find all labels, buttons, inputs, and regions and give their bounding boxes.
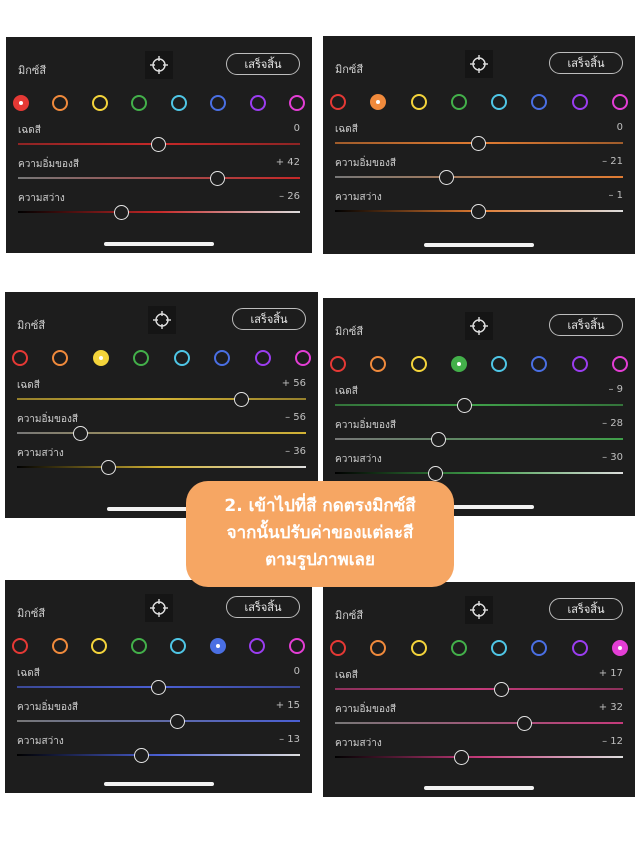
done-button[interactable]: เสร็จสิ้น	[549, 598, 623, 620]
luminance-label: ความสว่าง	[335, 454, 382, 465]
saturation-label: ความอิ่มของสี	[335, 420, 396, 431]
swatch-magenta[interactable]	[289, 638, 305, 654]
swatch-blue[interactable]	[531, 640, 547, 656]
color-swatch-row	[5, 350, 318, 366]
hue-track[interactable]	[335, 688, 623, 690]
swatch-blue[interactable]	[531, 356, 547, 372]
hue-slider-thumb[interactable]	[151, 680, 166, 695]
saturation-label: ความอิ่มของสี	[17, 414, 78, 425]
saturation-slider-thumb[interactable]	[210, 171, 225, 186]
color-mix-panel-blue	[5, 580, 312, 793]
hue-slider-thumb[interactable]	[457, 398, 472, 413]
luminance-track[interactable]	[18, 211, 300, 213]
luminance-value: – 12	[602, 736, 623, 747]
saturation-value: – 56	[285, 412, 306, 423]
swatch-red[interactable]	[330, 640, 346, 656]
saturation-label: ความอิ่มของสี	[335, 704, 396, 715]
hue-track[interactable]	[335, 404, 623, 406]
luminance-slider-thumb[interactable]	[101, 460, 116, 475]
luminance-slider-row	[335, 736, 623, 774]
hue-slider-row	[17, 378, 306, 416]
luminance-track[interactable]	[17, 754, 300, 756]
luminance-slider-thumb[interactable]	[454, 750, 469, 765]
swatch-purple[interactable]	[255, 350, 271, 366]
swatch-orange[interactable]	[370, 94, 386, 110]
luminance-slider-row	[17, 446, 306, 484]
swatch-yellow[interactable]	[411, 356, 427, 372]
swatch-orange[interactable]	[52, 638, 68, 654]
home-indicator	[104, 242, 214, 246]
luminance-slider-row	[18, 191, 300, 229]
target-adjust-icon[interactable]	[465, 596, 493, 624]
swatch-magenta[interactable]	[612, 94, 628, 110]
done-button[interactable]: เสร็จสิ้น	[549, 52, 623, 74]
swatch-purple[interactable]	[249, 638, 265, 654]
swatch-blue[interactable]	[214, 350, 230, 366]
saturation-track[interactable]	[335, 176, 623, 178]
hue-slider-row	[335, 122, 623, 160]
hue-value: – 9	[608, 384, 623, 395]
hue-slider-thumb[interactable]	[494, 682, 509, 697]
hue-slider-row	[18, 123, 300, 161]
saturation-track[interactable]	[17, 432, 306, 434]
hue-track[interactable]	[17, 398, 306, 400]
luminance-slider-thumb[interactable]	[114, 205, 129, 220]
hue-value: + 56	[281, 378, 306, 389]
hue-slider-thumb[interactable]	[471, 136, 486, 151]
luminance-value: – 1	[608, 190, 623, 201]
hue-label: เฉดสี	[335, 670, 358, 681]
luminance-track[interactable]	[17, 466, 306, 468]
swatch-red[interactable]	[13, 95, 29, 111]
luminance-label: ความสว่าง	[17, 448, 64, 459]
swatch-aqua[interactable]	[171, 95, 187, 111]
color-swatch-row	[323, 356, 635, 372]
saturation-slider-thumb[interactable]	[439, 170, 454, 185]
target-adjust-icon[interactable]	[465, 312, 493, 340]
color-swatch-row	[323, 640, 635, 656]
swatch-magenta[interactable]	[295, 350, 311, 366]
swatch-magenta[interactable]	[612, 640, 628, 656]
instruction-callout	[186, 481, 454, 587]
saturation-slider-thumb[interactable]	[517, 716, 532, 731]
home-indicator	[104, 782, 214, 786]
swatch-blue[interactable]	[210, 95, 226, 111]
swatch-red[interactable]	[330, 356, 346, 372]
saturation-value: + 15	[275, 700, 300, 711]
saturation-value: – 28	[602, 418, 623, 429]
color-mix-panel-red	[6, 37, 312, 253]
swatch-purple[interactable]	[572, 94, 588, 110]
saturation-slider-row	[18, 157, 300, 195]
swatch-yellow[interactable]	[91, 638, 107, 654]
swatch-green[interactable]	[131, 95, 147, 111]
swatch-blue[interactable]	[531, 94, 547, 110]
saturation-value: + 42	[275, 157, 300, 168]
swatch-purple[interactable]	[572, 640, 588, 656]
swatch-yellow[interactable]	[411, 640, 427, 656]
hue-slider-row	[335, 384, 623, 422]
luminance-slider-row	[335, 190, 623, 228]
color-swatch-row	[6, 95, 312, 111]
saturation-slider-thumb[interactable]	[431, 432, 446, 447]
target-adjust-icon[interactable]	[465, 50, 493, 78]
hue-value: 0	[616, 122, 623, 133]
saturation-track[interactable]	[335, 438, 623, 440]
swatch-aqua[interactable]	[491, 640, 507, 656]
saturation-slider-thumb[interactable]	[73, 426, 88, 441]
luminance-slider-row	[17, 734, 300, 772]
saturation-slider-row	[335, 418, 623, 456]
saturation-label: ความอิ่มของสี	[335, 158, 396, 169]
hue-label: เฉดสี	[17, 380, 40, 391]
target-adjust-icon[interactable]	[148, 306, 176, 334]
swatch-red[interactable]	[12, 638, 28, 654]
luminance-label: ความสว่าง	[335, 192, 382, 203]
swatch-green[interactable]	[451, 640, 467, 656]
done-button[interactable]: เสร็จสิ้น	[226, 53, 300, 75]
panel-title: มิกซ์สี	[335, 63, 364, 76]
swatch-aqua[interactable]	[491, 356, 507, 372]
saturation-track[interactable]	[17, 720, 300, 722]
saturation-slider-row	[335, 702, 623, 740]
luminance-track[interactable]	[335, 756, 623, 758]
saturation-slider-thumb[interactable]	[170, 714, 185, 729]
saturation-label: ความอิ่มของสี	[17, 702, 78, 713]
hue-label: เฉดสี	[18, 125, 41, 136]
hue-slider-row	[17, 666, 300, 704]
swatch-blue[interactable]	[210, 638, 226, 654]
swatch-red[interactable]	[12, 350, 28, 366]
luminance-slider-thumb[interactable]	[428, 466, 443, 481]
luminance-value: – 26	[279, 191, 300, 202]
swatch-green[interactable]	[451, 356, 467, 372]
saturation-slider-row	[17, 412, 306, 450]
swatch-orange[interactable]	[370, 356, 386, 372]
luminance-slider-thumb[interactable]	[134, 748, 149, 763]
luminance-slider-thumb[interactable]	[471, 204, 486, 219]
swatch-yellow[interactable]	[92, 95, 108, 111]
hue-value: 0	[293, 123, 300, 134]
swatch-aqua[interactable]	[170, 638, 186, 654]
saturation-track[interactable]	[335, 722, 623, 724]
swatch-yellow[interactable]	[93, 350, 109, 366]
hue-label: เฉดสี	[335, 124, 358, 135]
target-adjust-icon[interactable]	[145, 51, 173, 79]
panel-title: มิกซ์สี	[335, 609, 364, 622]
luminance-label: ความสว่าง	[17, 736, 64, 747]
swatch-orange[interactable]	[52, 95, 68, 111]
luminance-track[interactable]	[335, 472, 623, 474]
swatch-magenta[interactable]	[289, 95, 305, 111]
swatch-green[interactable]	[131, 638, 147, 654]
callout-line-1: 2. เข้าไปที่สี กดตรงมิกซ์สี	[224, 496, 416, 516]
swatch-orange[interactable]	[52, 350, 68, 366]
luminance-label: ความสว่าง	[18, 193, 65, 204]
swatch-red[interactable]	[330, 94, 346, 110]
swatch-green[interactable]	[133, 350, 149, 366]
color-swatch-row	[5, 638, 312, 654]
done-button[interactable]: เสร็จสิ้น	[232, 308, 306, 330]
swatch-purple[interactable]	[572, 356, 588, 372]
color-mix-panel-magenta	[323, 582, 635, 797]
swatch-yellow[interactable]	[411, 94, 427, 110]
color-mix-panel-orange	[323, 36, 635, 254]
home-indicator	[424, 786, 534, 790]
saturation-slider-row	[17, 700, 300, 738]
panel-title: มิกซ์สี	[335, 325, 364, 338]
swatch-green[interactable]	[451, 94, 467, 110]
luminance-label: ความสว่าง	[335, 738, 382, 749]
panel-title: มิกซ์สี	[18, 64, 47, 77]
swatch-purple[interactable]	[250, 95, 266, 111]
done-button[interactable]: เสร็จสิ้น	[549, 314, 623, 336]
saturation-label: ความอิ่มของสี	[18, 159, 79, 170]
saturation-value: – 21	[602, 156, 623, 167]
luminance-value: – 30	[602, 452, 623, 463]
hue-label: เฉดสี	[17, 668, 40, 679]
hue-slider-row	[335, 668, 623, 706]
saturation-slider-row	[335, 156, 623, 194]
color-swatch-row	[323, 94, 635, 110]
swatch-orange[interactable]	[370, 640, 386, 656]
luminance-value: – 36	[285, 446, 306, 457]
saturation-track[interactable]	[18, 177, 300, 179]
callout-line-2: จากนั้นปรับค่าของแต่ละสี	[226, 523, 414, 543]
panel-title: มิกซ์สี	[17, 319, 46, 332]
hue-slider-thumb[interactable]	[234, 392, 249, 407]
swatch-magenta[interactable]	[612, 356, 628, 372]
panel-title: มิกซ์สี	[17, 607, 46, 620]
done-button[interactable]: เสร็จสิ้น	[226, 596, 300, 618]
luminance-value: – 13	[279, 734, 300, 745]
hue-label: เฉดสี	[335, 386, 358, 397]
hue-value: + 17	[598, 668, 623, 679]
home-indicator	[424, 243, 534, 247]
hue-slider-thumb[interactable]	[151, 137, 166, 152]
hue-value: 0	[293, 666, 300, 677]
target-adjust-icon[interactable]	[145, 594, 173, 622]
saturation-value: + 32	[598, 702, 623, 713]
swatch-aqua[interactable]	[491, 94, 507, 110]
callout-line-3: ตามรูปภาพเลย	[265, 550, 375, 570]
swatch-aqua[interactable]	[174, 350, 190, 366]
